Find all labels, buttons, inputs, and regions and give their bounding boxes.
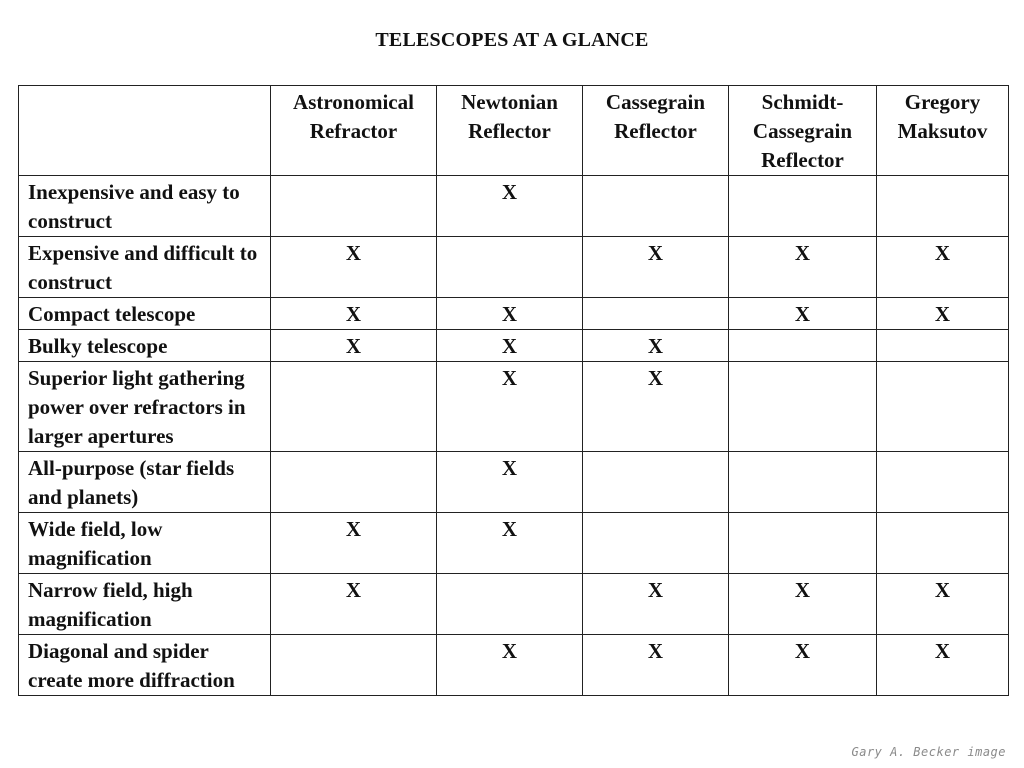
feature-label: Narrow field, high magnification — [19, 574, 271, 635]
telescope-comparison-table — [18, 85, 1009, 696]
mark-cell — [583, 176, 729, 237]
feature-label: Diagonal and spider create more diffraction — [19, 635, 271, 696]
mark-cell: X — [729, 635, 877, 696]
mark-cell: X — [437, 330, 583, 362]
mark-cell — [877, 452, 1009, 513]
table-row — [19, 635, 1009, 696]
mark-cell — [877, 513, 1009, 574]
mark-cell — [729, 176, 877, 237]
mark-cell — [729, 513, 877, 574]
table-row — [19, 362, 1009, 452]
mark-cell — [437, 574, 583, 635]
mark-cell: X — [583, 635, 729, 696]
mark-cell: X — [437, 362, 583, 452]
table-row — [19, 176, 1009, 237]
mark-cell: X — [271, 330, 437, 362]
image-credit: Gary A. Becker image — [851, 745, 1006, 759]
mark-cell: X — [437, 298, 583, 330]
mark-cell — [877, 330, 1009, 362]
feature-label: Superior light gathering power over refractors in larger apertures — [19, 362, 271, 452]
mark-cell — [271, 362, 437, 452]
mark-cell — [583, 298, 729, 330]
mark-cell: X — [271, 574, 437, 635]
mark-cell: X — [271, 513, 437, 574]
mark-cell: X — [729, 574, 877, 635]
mark-cell: X — [437, 452, 583, 513]
mark-cell: X — [877, 298, 1009, 330]
mark-cell: X — [877, 237, 1009, 298]
mark-cell: X — [583, 237, 729, 298]
feature-label: Inexpensive and easy to construct — [19, 176, 271, 237]
mark-cell — [583, 513, 729, 574]
mark-cell: X — [437, 513, 583, 574]
feature-label: Expensive and difficult to construct — [19, 237, 271, 298]
feature-label: Wide field, low magnification — [19, 513, 271, 574]
column-header: Astronomical Refractor — [271, 86, 437, 176]
mark-cell — [437, 237, 583, 298]
mark-cell — [877, 176, 1009, 237]
mark-cell — [271, 635, 437, 696]
column-header: Newtonian Reflector — [437, 86, 583, 176]
mark-cell: X — [583, 330, 729, 362]
mark-cell: X — [271, 237, 437, 298]
mark-cell: X — [437, 176, 583, 237]
page-title: TELESCOPES AT A GLANCE — [375, 29, 649, 51]
mark-cell — [271, 452, 437, 513]
mark-cell: X — [729, 237, 877, 298]
table-row — [19, 452, 1009, 513]
table-header-row — [19, 86, 1009, 176]
table-row — [19, 237, 1009, 298]
table-row — [19, 574, 1009, 635]
mark-cell: X — [437, 635, 583, 696]
mark-cell: X — [583, 574, 729, 635]
column-header: Cassegrain Reflector — [583, 86, 729, 176]
feature-label: All-purpose (star fields and planets) — [19, 452, 271, 513]
mark-cell: X — [877, 635, 1009, 696]
mark-cell: X — [583, 362, 729, 452]
table-row — [19, 298, 1009, 330]
mark-cell — [583, 452, 729, 513]
column-header: Gregory Maksutov — [877, 86, 1009, 176]
mark-cell: X — [729, 298, 877, 330]
column-header: Schmidt-Cassegrain Reflector — [729, 86, 877, 176]
mark-cell — [271, 176, 437, 237]
mark-cell — [729, 330, 877, 362]
mark-cell — [877, 362, 1009, 452]
feature-label: Compact telescope — [19, 298, 271, 330]
header-corner-cell — [19, 86, 271, 176]
table-row — [19, 513, 1009, 574]
table-row — [19, 330, 1009, 362]
mark-cell — [729, 362, 877, 452]
feature-label: Bulky telescope — [19, 330, 271, 362]
mark-cell: X — [271, 298, 437, 330]
mark-cell — [729, 452, 877, 513]
mark-cell: X — [877, 574, 1009, 635]
